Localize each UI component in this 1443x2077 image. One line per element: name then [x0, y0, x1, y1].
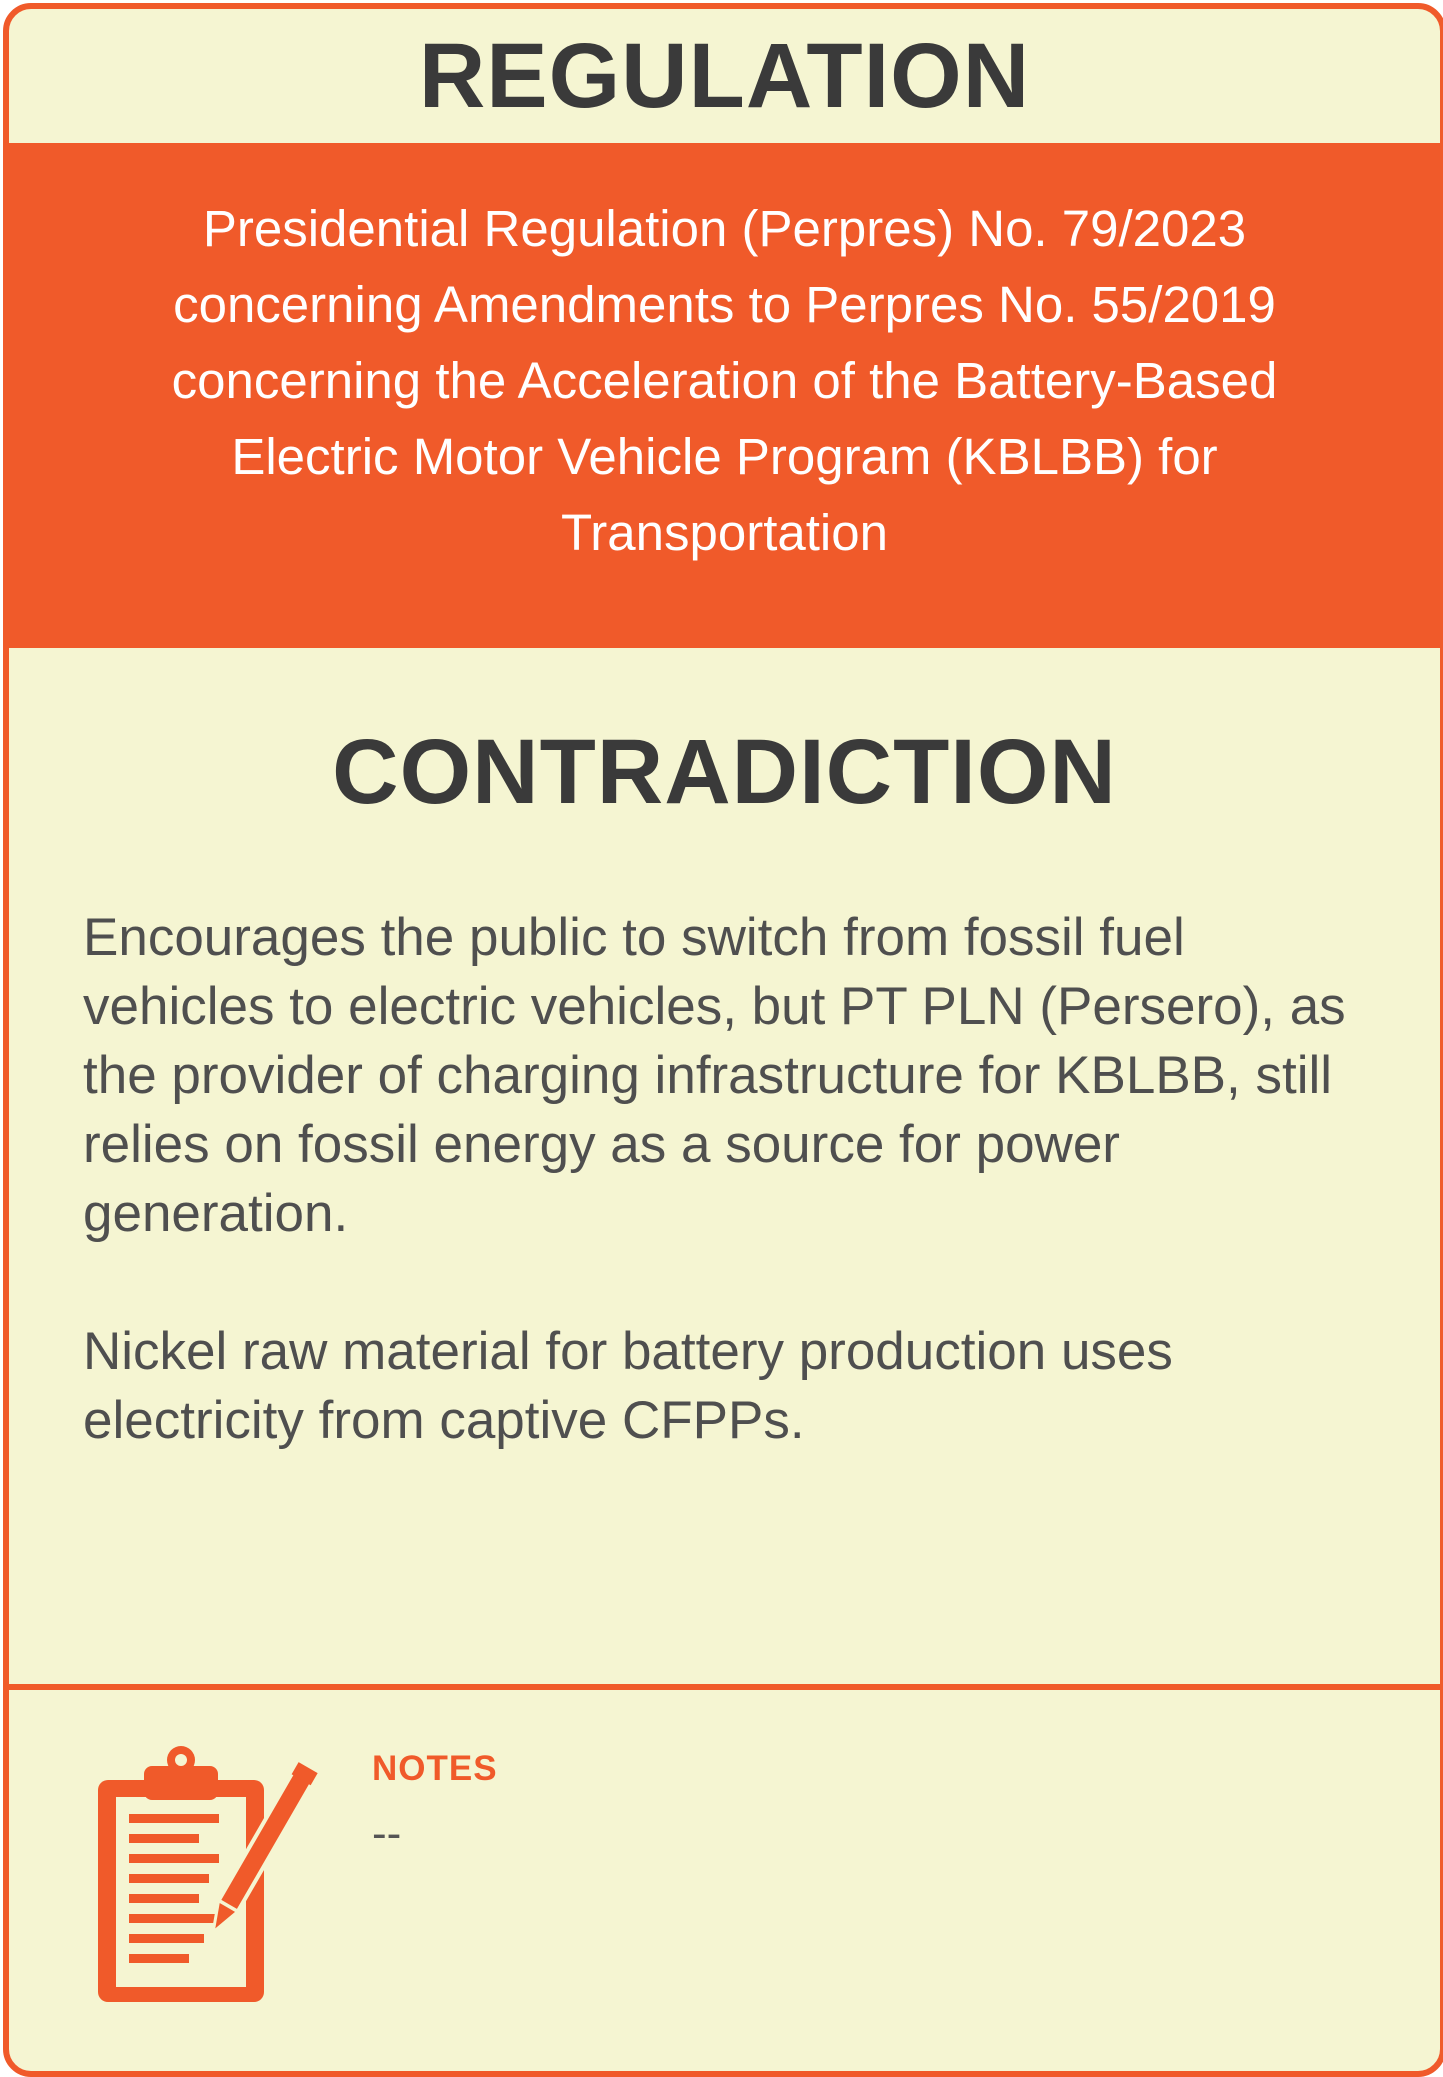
regulation-heading: REGULATION — [418, 24, 1031, 127]
contradiction-body — [83, 903, 1370, 1455]
regulation-band — [9, 143, 1440, 648]
clipboard-pencil-icon — [89, 1742, 329, 2006]
contradiction-paragraph: Nickel raw material for battery production uses electricity from captive CFPPs. — [83, 1322, 1173, 1450]
notes-value: -- — [372, 1809, 402, 1858]
notes-divider — [9, 1684, 1440, 1690]
regulation-text: Presidential Regulation (Perpres) No. 79/2023 concerning Amendments to Perpres No. 55/2019 concerning the Acceleration of the Battery-Based Electric Motor Vehicle Program (KBLBB) for Transportation — [171, 199, 1278, 561]
notes-label: NOTES — [372, 1749, 498, 1788]
contradiction-paragraph: Encourages the public to switch from fossil fuel vehicles to electric vehicles, but PT PLN (Persero), as the provider of charging infrastructure for KBLBB, still relies on fossil energy as a source for power generation. — [83, 908, 1346, 1243]
regulation-card — [3, 3, 1443, 2077]
contradiction-heading: CONTRADICTION — [332, 721, 1117, 823]
